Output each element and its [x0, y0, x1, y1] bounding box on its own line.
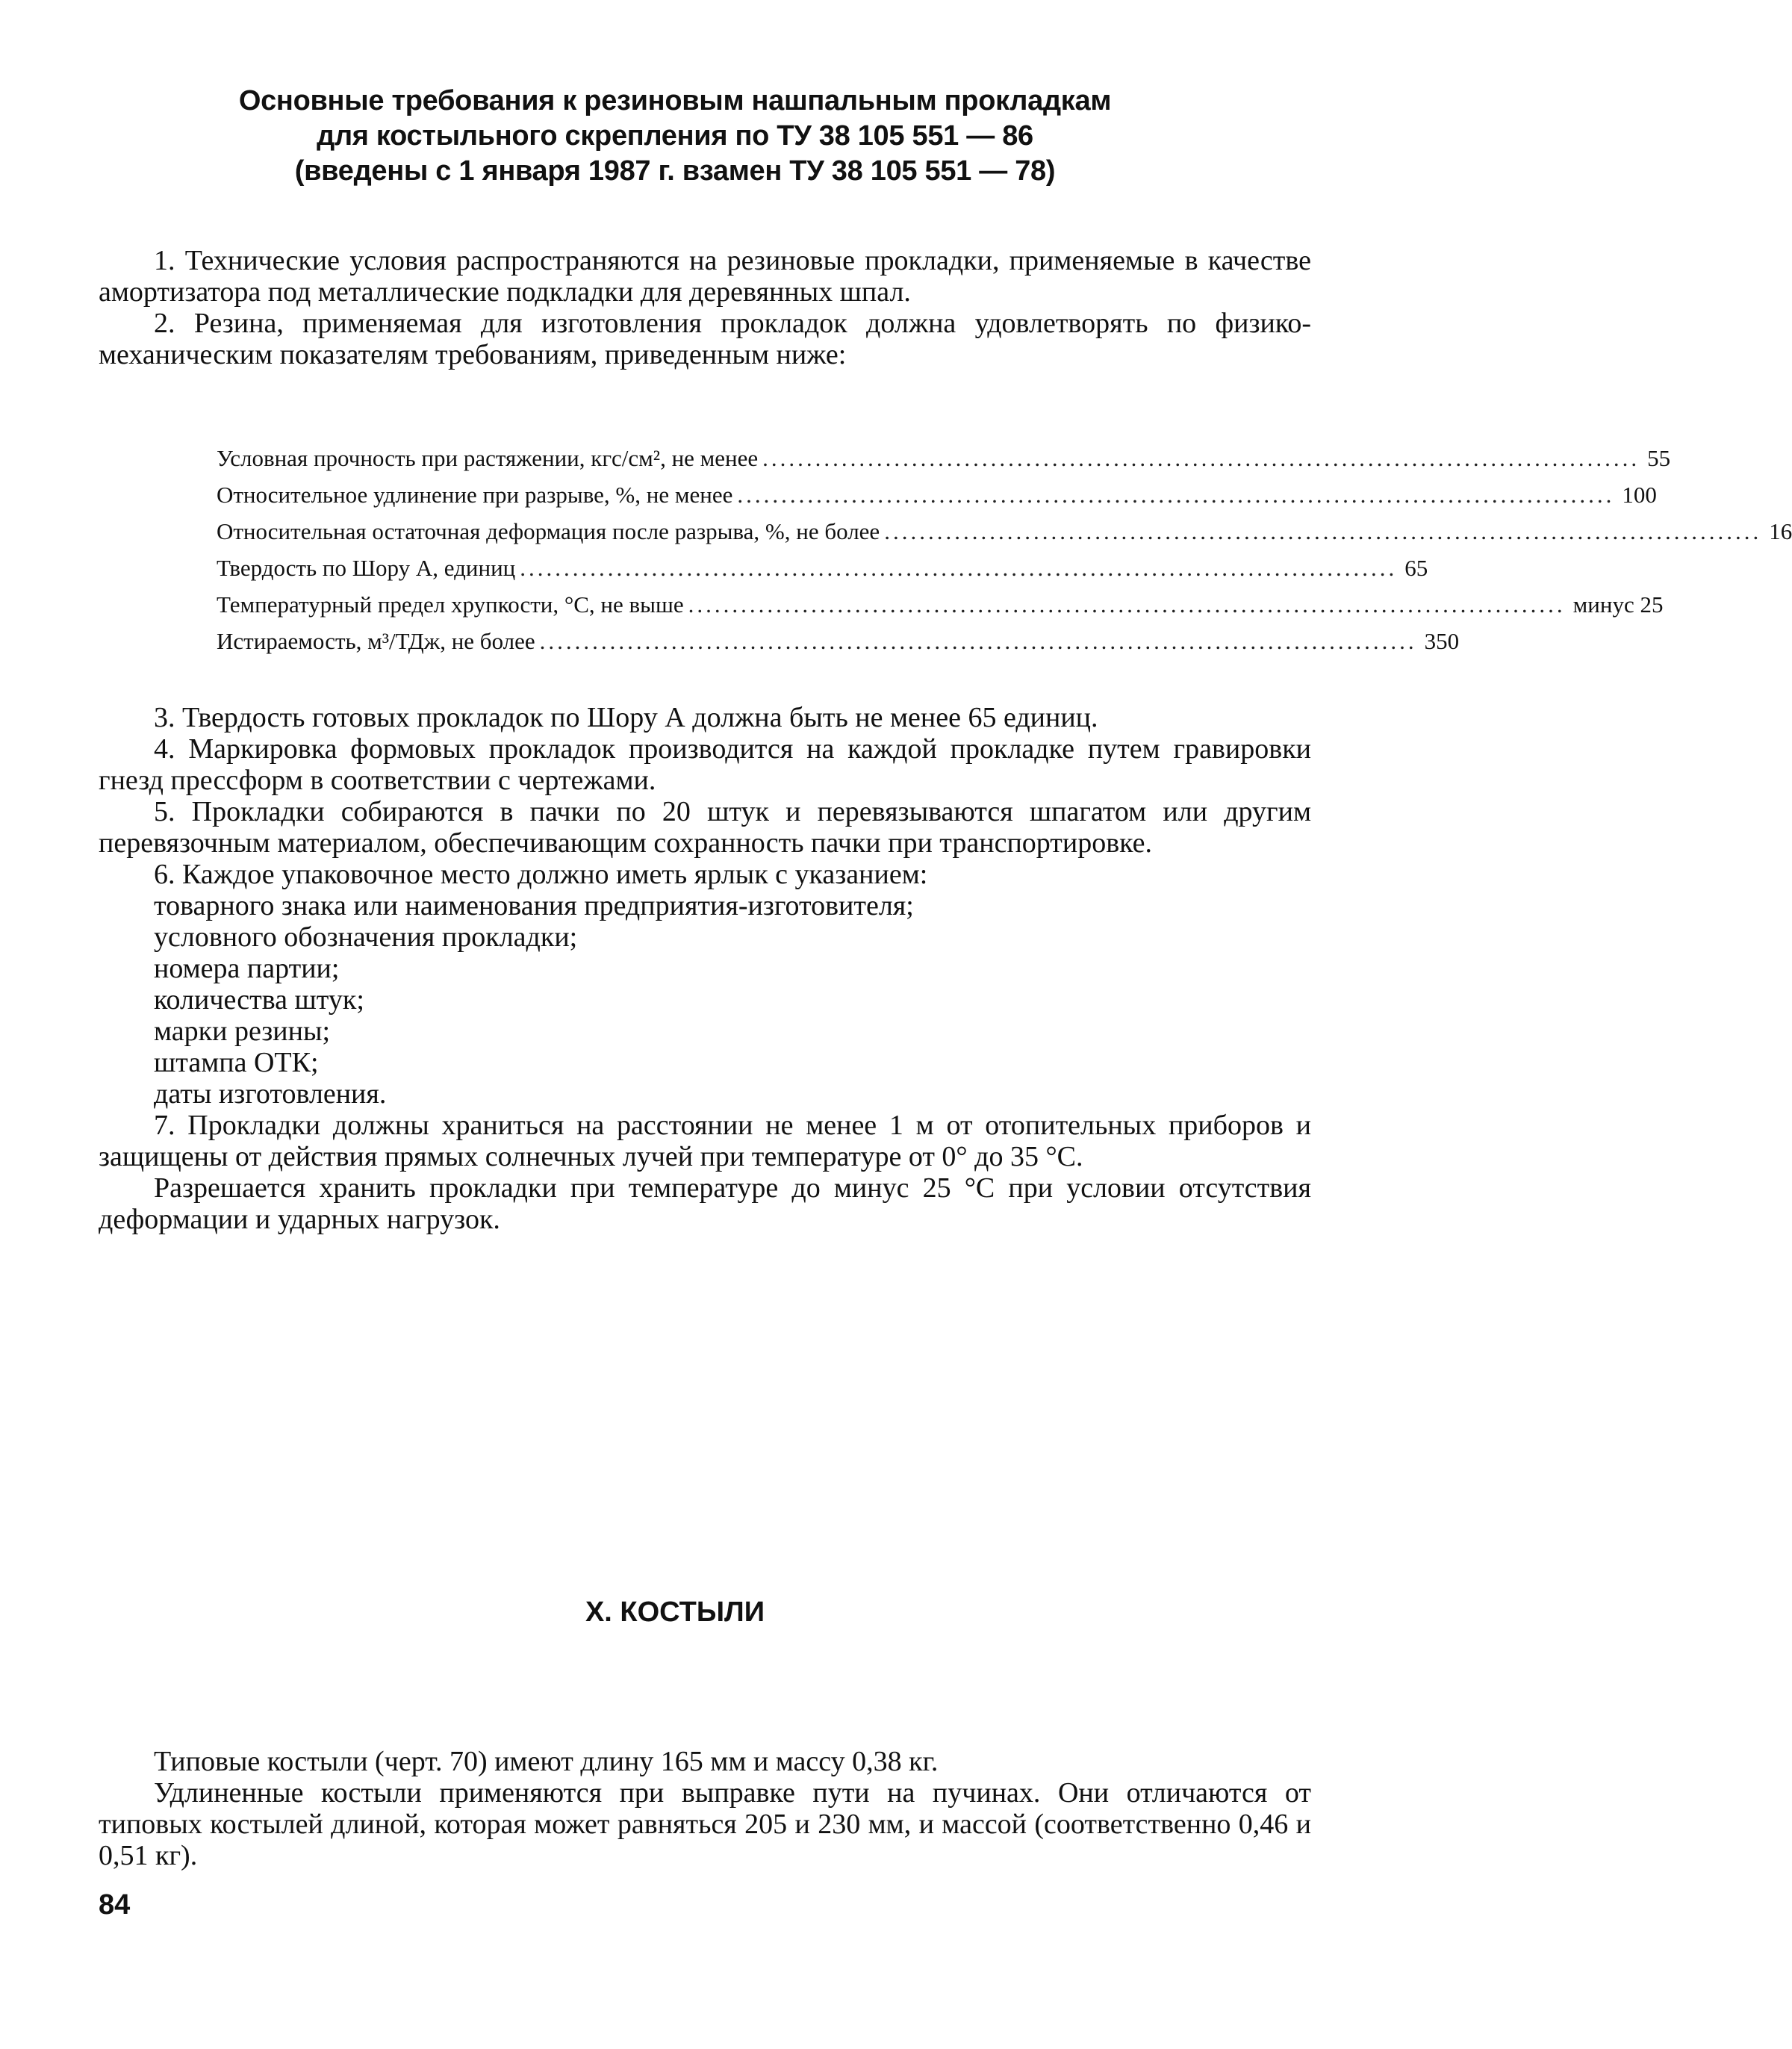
paragraph-8: Разрешается хранить прокладки при температуре до минус 25 °С при условии отсутствия деформации и ударных нагрузок. [99, 1172, 1311, 1235]
title-line-2: для костыльного скрепления по ТУ 38 105 551 — 86 [317, 120, 1033, 152]
spec-label: Относительная остаточная деформация после разрыва, %, не более [217, 518, 880, 544]
spec-row [217, 555, 1428, 591]
page-number: 84 [99, 1889, 131, 1921]
spec-value: 16 [1769, 518, 1792, 544]
requirements-block [99, 702, 1311, 1235]
spec-label: Истираемость, м³/ТДж, не более [217, 628, 535, 654]
paragraph-1: 1. Технические условия распространяются на резиновые прокладки, применяемые в качестве амортизатора под металлические подкладки для деревянных шпал. [99, 245, 1311, 308]
label-item: номера партии; [154, 953, 340, 984]
specs-table [217, 445, 1792, 665]
leader-dots: .................................................................................................... [539, 628, 1417, 654]
section-paragraph-1: Типовые костыли (черт. 70) имеют длину 165 мм и массу 0,38 кг. [154, 1746, 939, 1777]
spec-value: минус 25 [1572, 591, 1664, 618]
spec-label: Условная прочность при растяжении, кгс/см², не менее [217, 445, 759, 471]
section-body [99, 1746, 1311, 1871]
leader-dots: .................................................................................................... [688, 591, 1566, 618]
label-item: условного обозначения прокладки; [154, 921, 578, 953]
intro-block [99, 245, 1311, 370]
spec-label: Относительное удлинение при разрыве, %, не менее [217, 482, 733, 508]
spec-value: 100 [1622, 482, 1657, 508]
spec-value: 55 [1647, 445, 1671, 471]
label-item: марки резины; [154, 1016, 331, 1047]
spec-label: Твердость по Шору А, единиц [217, 555, 516, 581]
leader-dots: .................................................................................................... [762, 445, 1640, 471]
leader-dots: .................................................................................................... [737, 482, 1615, 508]
leader-dots: .................................................................................................... [520, 555, 1398, 581]
label-item: штампа ОТК; [154, 1047, 319, 1078]
spec-row [217, 445, 1671, 482]
paragraph-6-intro: 6. Каждое упаковочное место должно иметь ярлык с указанием: [154, 859, 928, 890]
document-title [149, 84, 1201, 189]
spec-value: 350 [1424, 628, 1460, 654]
paragraph-5: 5. Прокладки собираются в пачки по 20 штук и перевязываются шпагатом или другим перевязочным материалом, обеспечивающим сохранность пачки при транспортировке. [99, 796, 1311, 859]
section-paragraph-2: Удлиненные костыли применяются при выправке пути на пучинах. Они отличаются от типовых костылей длиной, которая может равняться 205 и 230 мм, и массой (соответственно 0,46 и 0,51 кг). [99, 1777, 1311, 1871]
label-item: количества штук; [154, 984, 364, 1016]
spec-row [217, 518, 1792, 555]
section-title: X. КОСТЫЛИ [585, 1596, 765, 1628]
spec-label: Температурный предел хрупкости, °С, не выше [217, 591, 684, 618]
title-line-1: Основные требования к резиновым нашпальным прокладкам [238, 85, 1112, 116]
spec-row [217, 591, 1664, 628]
spec-value: 65 [1404, 555, 1428, 581]
paragraph-2: 2. Резина, применяемая для изготовления прокладок должна удовлетворять по физико-механическим показателям требованиям, приведенным ниже: [99, 308, 1311, 370]
spec-row [217, 482, 1657, 518]
paragraph-3: 3. Твердость готовых прокладок по Шору А должна быть не менее 65 единиц. [154, 702, 1098, 733]
title-line-3: (введены с 1 января 1987 г. взамен ТУ 38 105 551 — 78) [294, 155, 1056, 187]
paragraph-4: 4. Маркировка формовых прокладок производится на каждой прокладке путем гравировки гнезд прессформ в соответствии с чертежами. [99, 733, 1311, 796]
leader-dots: .................................................................................................... [884, 518, 1762, 544]
spec-row [217, 628, 1460, 665]
label-item: даты изготовления. [154, 1078, 387, 1110]
paragraph-7: 7. Прокладки должны храниться на расстоянии не менее 1 м от отопительных приборов и защищены от действия прямых солнечных лучей при температуре от 0° до 35 °С. [99, 1110, 1311, 1172]
label-item: товарного знака или наименования предприятия-изготовителя; [154, 890, 914, 921]
